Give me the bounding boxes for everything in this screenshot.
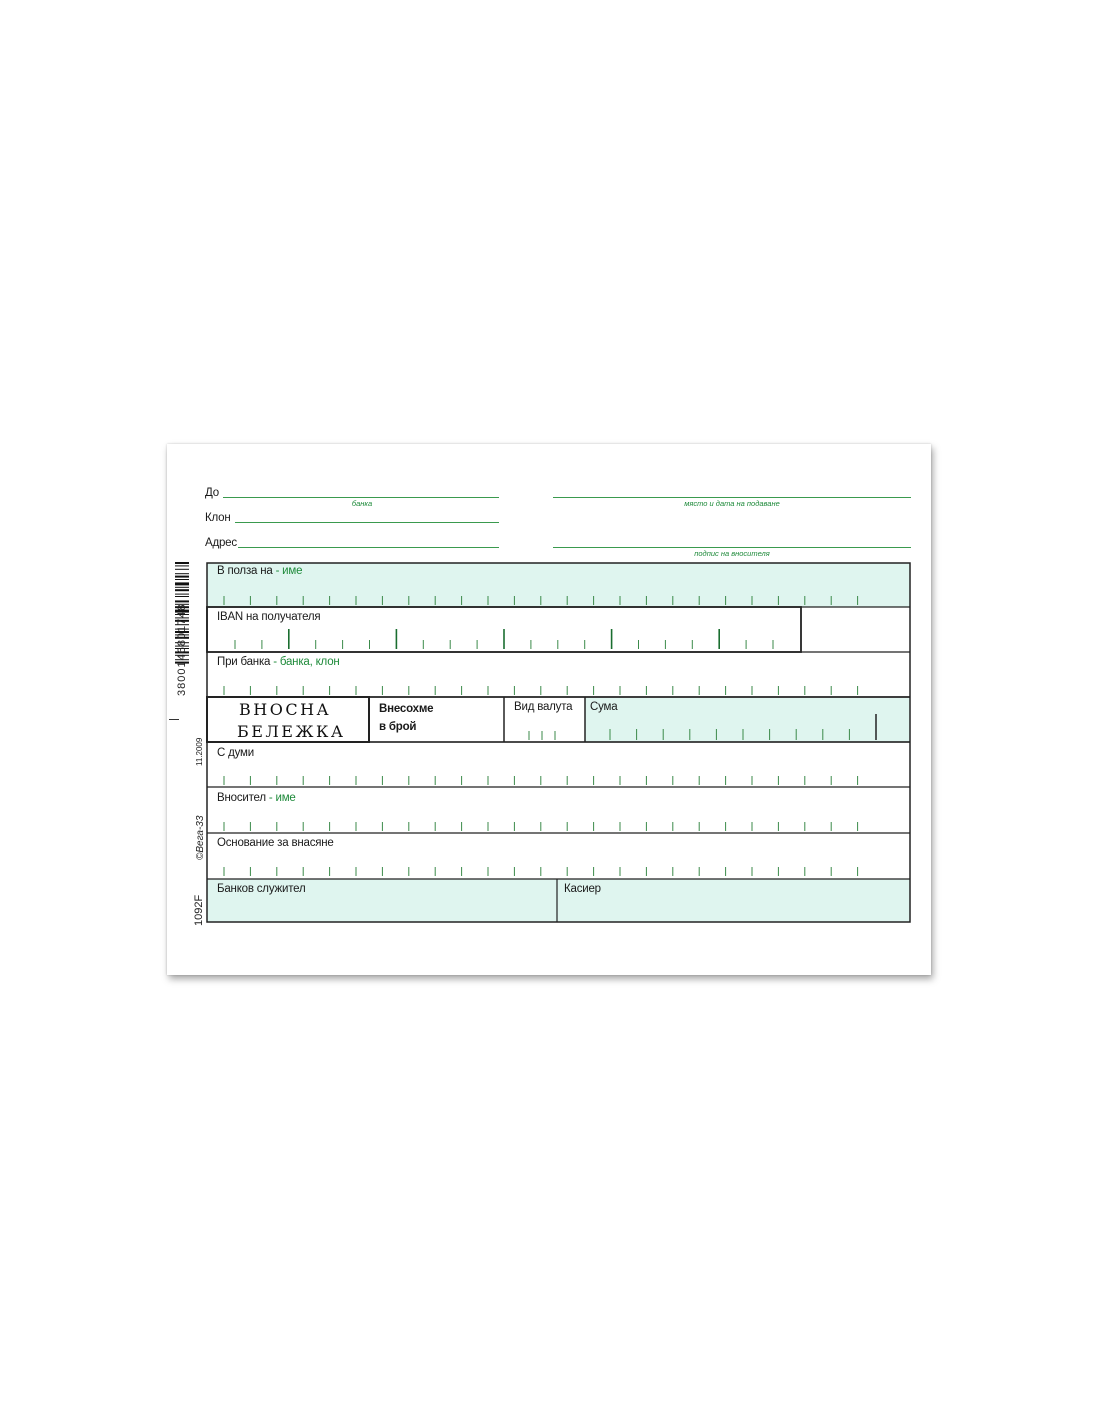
barcode-bar-18 [175, 594, 189, 595]
place-date-hint: място и дата на подаване [684, 499, 780, 508]
cashier-label: Касиер [564, 883, 601, 895]
barcode-bar-8 [175, 576, 189, 578]
barcode-bar-0 [175, 562, 189, 564]
date-code: 11.2009 [195, 737, 204, 766]
barcode-bar-12 [175, 582, 189, 585]
beneficiary-label: В полза на - име [217, 565, 303, 577]
deposited-line1: Внесохме [379, 703, 434, 715]
bank-officer-label: Банков служител [217, 883, 306, 895]
address-label: Адрес [205, 537, 237, 549]
iban-label: IBAN на получателя [217, 611, 321, 623]
beneficiary-sub: - име [275, 565, 303, 577]
currency-label: Вид валута [514, 701, 573, 713]
bank-label: При банка - банка, клон [217, 656, 340, 668]
form-title-line2: БЕЛЕЖКА [237, 722, 346, 741]
barcode-bar-4 [175, 569, 189, 570]
barcode-bar-20 [175, 596, 189, 597]
barcode-bar-10 [175, 579, 189, 580]
depositor-sub: - име [268, 792, 296, 804]
depositor-label: Вносител - име [217, 792, 296, 804]
barcode-bar-14 [175, 587, 189, 588]
barcode-bar-6 [175, 573, 189, 574]
branch-label: Клон [205, 512, 231, 524]
barcode-number: 3800146801748 [176, 603, 188, 696]
barcode-bar-16 [175, 589, 189, 591]
signatures-field-bg [207, 879, 910, 922]
reason-label: Основание за внасяне [217, 837, 334, 849]
form-code: 1092F [193, 894, 205, 926]
form-title-line1: ВНОСНА [239, 700, 332, 719]
barcode-bar-2 [175, 565, 189, 566]
to-label: До [205, 487, 219, 499]
bank-sub: - банка, клон [273, 656, 340, 668]
in-words-label: С думи [217, 747, 254, 759]
copyright-text: ©Вега-33 [195, 815, 206, 860]
amount-field-bg [585, 698, 910, 742]
deposited-line2: в брой [379, 721, 417, 733]
depositor-signature-hint: подпис на вносителя [694, 549, 770, 558]
bank-hint: банка [351, 499, 373, 508]
barcode-bar-22 [175, 600, 189, 602]
amount-label: Сума [590, 701, 618, 713]
margin-tick [169, 719, 179, 720]
deposit-slip-form [167, 444, 931, 975]
